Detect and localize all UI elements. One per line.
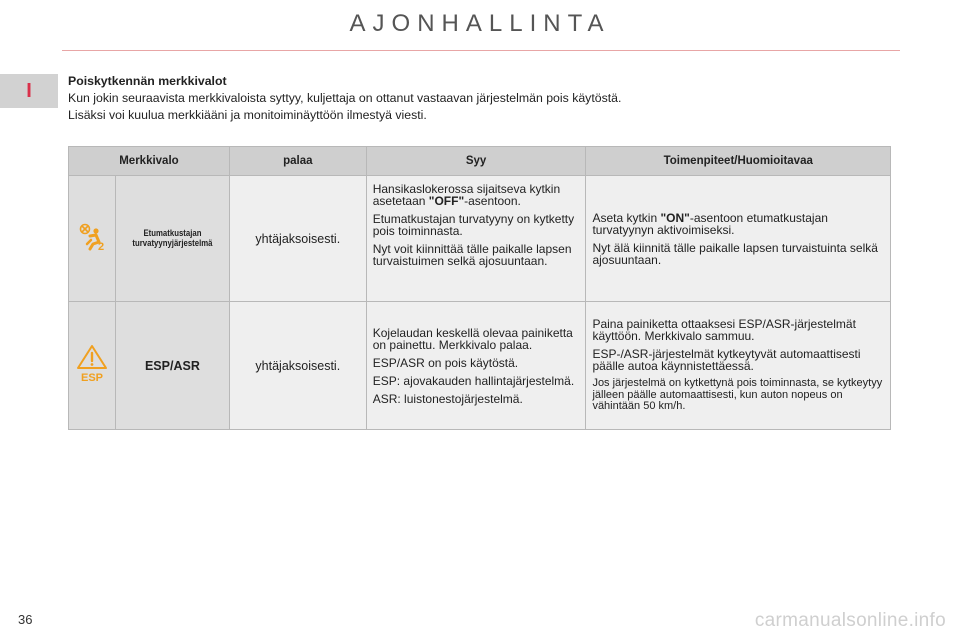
table-row (69, 176, 891, 302)
cause-cell (366, 176, 586, 302)
cause-text: Nyt voit kiinnittää tälle paikalle lapsen turvaistuimen selkä ajosuuntaan. (372, 242, 572, 268)
cause-text: Etumatkustajan turvatyyny on kytketty pois toiminnasta. (372, 212, 575, 238)
action-cell (586, 176, 891, 302)
column-header: Syy (366, 147, 586, 176)
watermark: carmanualsonline.info (754, 610, 946, 631)
cause-text: ASR: luistonestojärjestelmä. (372, 391, 523, 406)
column-header: Toimenpiteet/Huomioitavaa (586, 147, 891, 176)
cause-text: ESP/ASR on pois käytöstä. (372, 355, 519, 370)
intro-heading: Poiskytkennän merkkivalot (68, 74, 227, 88)
light-name: turvatyynyjärjestelmä (132, 237, 213, 249)
action-text: Paina painiketta ottaaksesi ESP/ASR-järjestelmät käyttöön. Merkkivalo sammuu. (592, 317, 856, 344)
icon-cell (69, 176, 116, 302)
intro-section (68, 73, 898, 124)
esp-warning-icon (76, 344, 108, 384)
action-cell (586, 302, 891, 430)
intro-line: Kun jokin seuraavista merkkivaloista syttyy, kuljettaja on ottanut vastaavan järjestelmän pois käytöstä. (68, 91, 622, 105)
svg-text:2: 2 (97, 241, 105, 252)
cause-text: ESP: ajovakauden hallintajärjestelmä. (372, 373, 575, 388)
action-text: Nyt älä kiinnitä tälle paikalle lapsen turvaistuinta selkä ajosuuntaan. (592, 240, 878, 267)
page-title: AJONHALLINTA (349, 10, 611, 37)
chapter-tab[interactable]: I (0, 74, 58, 108)
action-note: Jos järjestelmä on kytkettynä pois toiminnasta, se kytkeytyy jälleen päälle automaattisesti, kun auton nopeus on vähintään 50 km/h. (592, 377, 883, 413)
state-cell: yhtäjaksoisesti. (229, 302, 366, 430)
action-text: Aseta kytkin "ON"-asentoon etumatkustajan turvatyynyn aktivoimiseksi. (592, 210, 828, 237)
table-row (69, 302, 891, 430)
esp-icon-text: ESP (80, 372, 103, 384)
light-name-cell (115, 176, 229, 302)
title-divider (62, 50, 900, 51)
cause-cell (366, 302, 586, 430)
column-header: palaa (229, 147, 366, 176)
light-name: ESP/ASR (144, 358, 200, 373)
intro-line: Lisäksi voi kuulua merkkiääni ja monitoiminäyttöön ilmestyä viesti. (68, 108, 427, 122)
column-header: Merkkivalo (69, 147, 230, 176)
page-number: 36 (18, 612, 33, 627)
state-cell: yhtäjaksoisesti. (229, 176, 366, 302)
passenger-airbag-off-icon (77, 222, 107, 252)
light-name-cell (115, 302, 229, 430)
icon-cell (69, 302, 116, 430)
cause-text: Kojelaudan keskellä olevaa painiketta on painettu. Merkkivalo palaa. (372, 325, 573, 352)
cause-text: Hansikaslokerossa sijaitseva kytkin asetetaan "OFF"-asentoon. (372, 182, 561, 208)
light-name: Etumatkustajan (143, 227, 202, 239)
table-header-row (69, 147, 891, 176)
warning-lights-table (68, 146, 891, 430)
action-text: ESP-/ASR-järjestelmät kytkeytyvät automaattisesti päälle autoa käynnistettäessä. (592, 347, 861, 374)
